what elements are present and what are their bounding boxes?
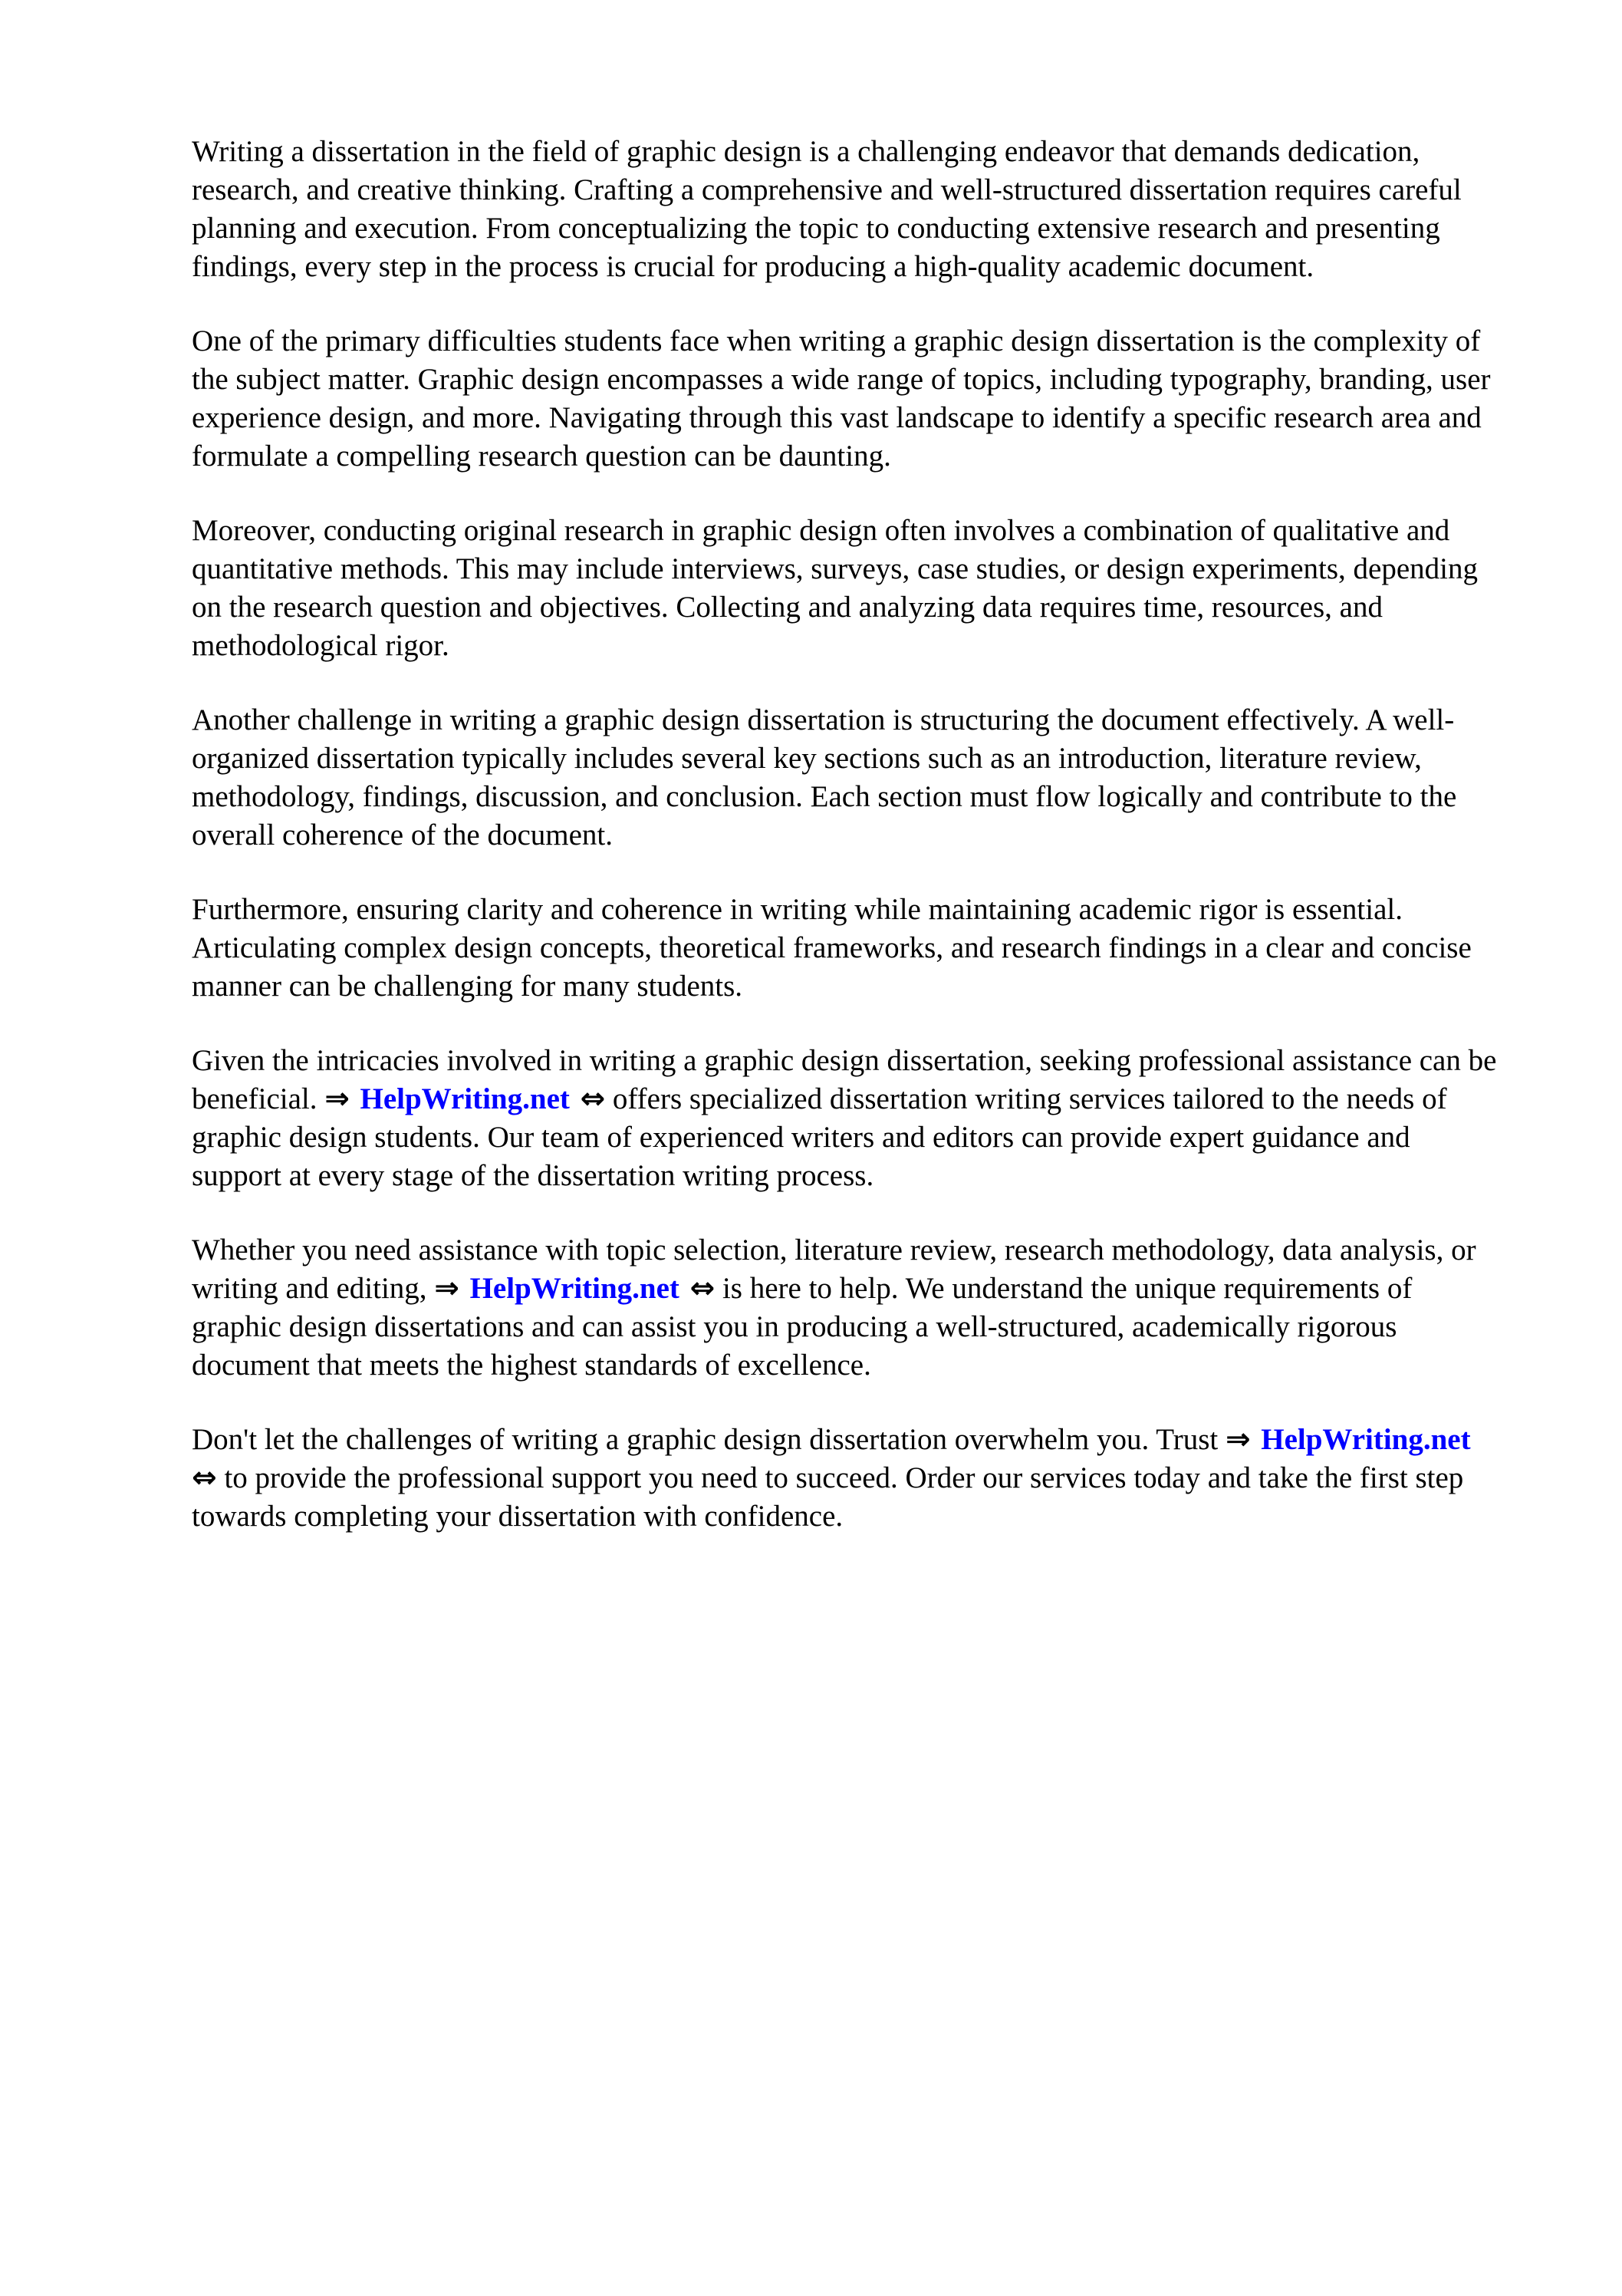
body-text: One of the primary difficulties students face when writing a graphic design dissertation is the complexity of the subject matter. Graphic design encompasses a wide range of topics, including typography, branding, user experience design, and more. Navigating through this vast landscape to identify a specific research area and formulate a compelling research question can be daunting. bbox=[192, 324, 1491, 473]
right-double-arrow-icon: ⇒ bbox=[324, 1082, 360, 1116]
body-text: Don't let the challenges of writing a graphic design dissertation overwhelm you. Trust bbox=[192, 1423, 1226, 1456]
right-double-arrow-icon: ⇒ bbox=[1225, 1422, 1262, 1457]
body-text: Another challenge in writing a graphic design dissertation is structuring the document effectively. A well-organized dissertation typically includes several key sections such as an introduction, literature review, methodology, findings, discussion, and conclusion. Each section must flow logically and contribute to the overall coherence of the document. bbox=[192, 703, 1457, 852]
paragraph bbox=[192, 133, 1505, 286]
paragraph bbox=[192, 1042, 1505, 1195]
body-text: Given the intricacies involved in writing a graphic design dissertation, seeking professional assistance can be beneficial. bbox=[192, 1044, 1497, 1115]
paragraph bbox=[192, 891, 1505, 1006]
paragraph bbox=[192, 512, 1505, 665]
helpwriting-link[interactable]: HelpWriting.net bbox=[360, 1082, 570, 1115]
helpwriting-link[interactable]: HelpWriting.net bbox=[1261, 1423, 1471, 1456]
paragraph bbox=[192, 1231, 1505, 1385]
body-text: Furthermore, ensuring clarity and coherence in writing while maintaining academic rigor is essential. Articulating complex design concepts, theoretical frameworks, and research findings in a clear and concise manner can be challenging for many students. bbox=[192, 893, 1472, 1003]
paragraph bbox=[192, 322, 1505, 476]
body-text: Writing a dissertation in the field of graphic design is a challenging endeavor that demands dedication, research, and creative thinking. Crafting a comprehensive and well-structured dissertation requires careful planning and execution. From conceptualizing the topic to conducting extensive research and presenting findings, every step in the process is crucial for producing a high-quality academic document. bbox=[192, 135, 1462, 283]
helpwriting-link[interactable]: HelpWriting.net bbox=[469, 1272, 679, 1305]
body-text: Whether you need assistance with topic selection, literature review, research methodology, data analysis, or writing and editing, bbox=[192, 1234, 1476, 1305]
body-text: to provide the professional support you need to succeed. Order our services today and take the first step towards completing your dissertation with confidence. bbox=[192, 1461, 1464, 1533]
left-right-double-arrow-icon: ⇔ bbox=[569, 1082, 606, 1116]
document-body bbox=[192, 133, 1505, 1572]
body-text: is here to help. We understand the unique requirements of graphic design dissertations and can assist you in producing a well-structured, academically rigorous document that meets the highest standards of excellence. bbox=[192, 1272, 1413, 1382]
paragraph bbox=[192, 701, 1505, 855]
left-right-double-arrow-icon: ⇔ bbox=[679, 1271, 716, 1306]
body-text: Moreover, conducting original research in graphic design often involves a combination of qualitative and quantitative methods. This may include interviews, surveys, case studies, or design experiments, depending on the research question and objectives. Collecting and analyzing data requires time, resources, and methodological rigor. bbox=[192, 514, 1478, 662]
paragraph bbox=[192, 1421, 1505, 1536]
body-text: offers specialized dissertation writing services tailored to the needs of graphic design students. Our team of experienced writers and editors can provide expert guidance and support at every stage of the dissertation writing process. bbox=[192, 1082, 1447, 1192]
left-right-double-arrow-icon: ⇔ bbox=[192, 1461, 217, 1495]
right-double-arrow-icon: ⇒ bbox=[434, 1271, 470, 1306]
